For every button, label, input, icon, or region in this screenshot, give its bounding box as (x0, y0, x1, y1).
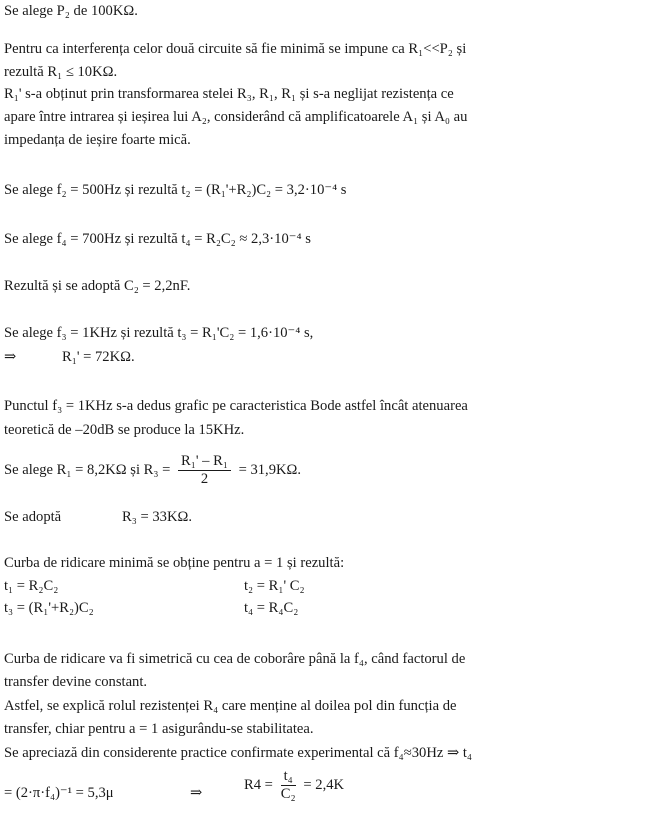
text-line: Rezultă și se adoptă C₂ = 2,2nF. (4, 278, 191, 294)
text-line: transfer, chiar pentru a = 1 asigurându-se stabilitatea. (4, 721, 314, 737)
formula-t1: t₁ = R₂C₂ (4, 578, 59, 594)
text-line: rezultă R₁ ≤ 10KΩ. (4, 64, 118, 80)
formula-t2: t₂ = R₁' C₂ (244, 578, 305, 594)
fraction (178, 453, 231, 488)
text-line: Punctul f₃ = 1KHz s-a dedus grafic pe caracteristica Bode astfel încât atenuarea (4, 398, 468, 414)
text-line: R₁' s-a obținut prin transformarea stelei R₃, R₁, R₁ și s-a neglijat rezistența ce (4, 86, 454, 102)
equation-prefix: R4 = (244, 777, 273, 793)
equation-line: Se alege f₃ = 1KHz și rezultă t₃ = R₁'C₂ = 1,6·10⁻⁴ s, (4, 325, 314, 341)
implies-arrow: ⇒ (4, 349, 17, 365)
text-line: Se apreciază din considerente practice confirmate experimental că f₄≈30Hz ⇒ t₄ (4, 745, 472, 761)
text-line: apare între intrarea și ieșirea lui A₂, considerând că amplificatoarele A₁ și A₀ au (4, 109, 468, 125)
text-line: transfer devine constant. (4, 674, 148, 690)
fraction-numerator: R₁' – R₁ (178, 453, 231, 471)
equation-result: R₃ = 33KΩ. (122, 509, 192, 525)
text-line: Astfel, se explică rolul rezistenței R₄ care menține al doilea pol din funcția de (4, 698, 457, 714)
equation-prefix: Se alege R₁ = 8,2KΩ și R₃ = (4, 462, 171, 478)
fraction (281, 768, 296, 803)
equation-line: Se alege f₄ = 700Hz și rezultă t₄ = R₂C₂ ≈ 2,3·10⁻⁴ s (4, 231, 311, 247)
text-line: Curba de ridicare minimă se obține pentru a = 1 și rezultă: (4, 555, 345, 571)
equation-result: = 31,9KΩ. (238, 462, 302, 478)
fraction-equation (244, 767, 344, 803)
equation-line: Se alege f₂ = 500Hz și rezultă t₂ = (R₁'+R₂)C₂ = 3,2·10⁻⁴ s (4, 182, 347, 198)
fraction-denominator: C₂ (280, 786, 296, 803)
text-line: Curba de ridicare va fi simetrică cu cea de coborâre până la f₄, când factorul de (4, 651, 466, 667)
text-line: Se adoptă (4, 509, 62, 525)
fraction-numerator: t₄ (281, 768, 296, 786)
formula-t3: t₃ = (R₁'+R₂)C₂ (4, 600, 94, 616)
equation-result: R₁' = 72KΩ. (62, 349, 135, 365)
text-line: Pentru ca interferența celor două circuite să fie minimă se impune ca R₁<<P₂ și (4, 41, 467, 57)
equation-result: = 2,4K (303, 777, 345, 793)
text-line: teoretică de –20dB se produce la 15KHz. (4, 422, 245, 438)
fraction-equation (4, 452, 301, 488)
text-line: impedanța de ieșire foarte mică. (4, 132, 191, 148)
equation-prefix: = (2·π·f₄)⁻¹ = 5,3μ (4, 785, 114, 801)
text-line: Se alege P₂ de 100KΩ. (4, 3, 138, 19)
fraction-denominator: 2 (200, 471, 209, 488)
formula-t4: t₄ = R₄C₂ (244, 600, 299, 616)
implies-arrow: ⇒ (190, 785, 203, 801)
